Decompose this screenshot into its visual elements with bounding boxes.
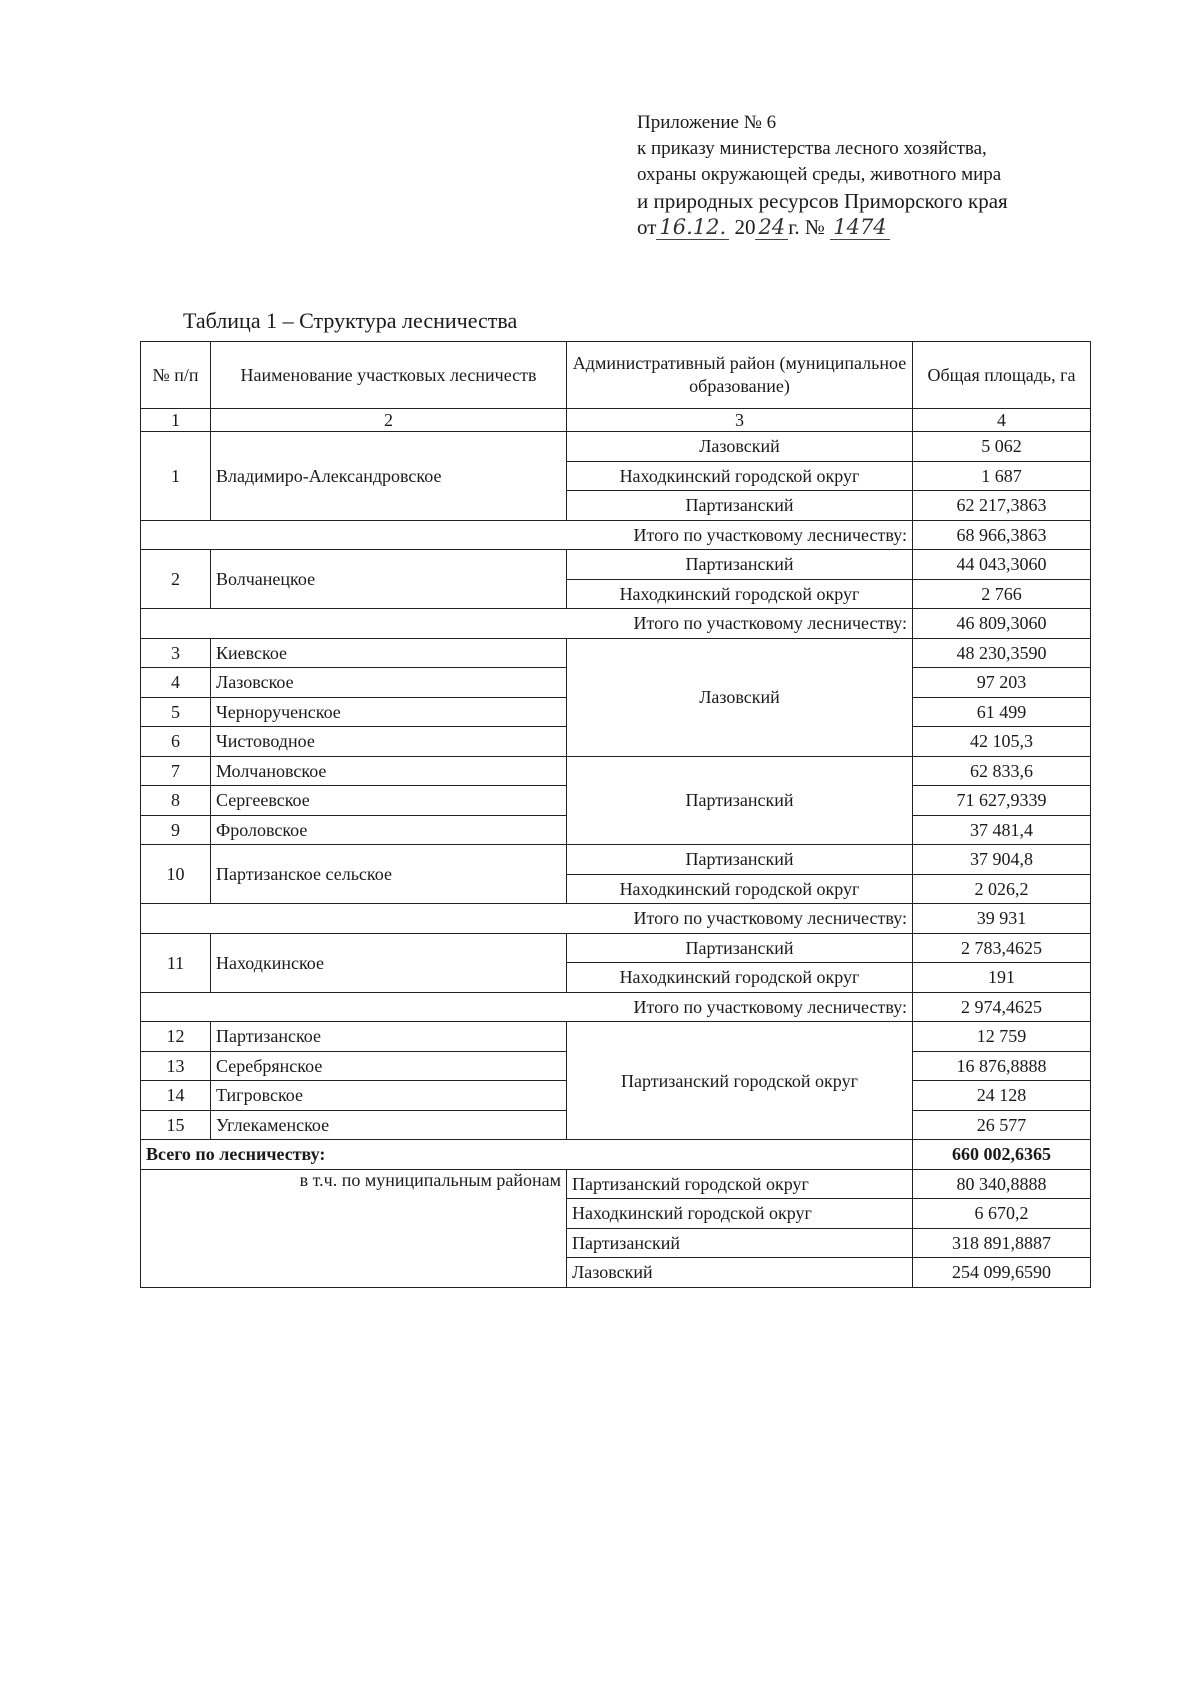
date-year-suffix: г. №: [788, 215, 825, 239]
forestry-name: Сергеевское: [211, 786, 567, 816]
forestry-name: Волчанецкое: [211, 550, 567, 609]
forestry-name: Чистоводное: [211, 727, 567, 757]
header-cell-name: Наименование участковых лесничеств: [211, 342, 567, 409]
subtotal-row: [141, 992, 1091, 1022]
subtotal-value: 39 931: [913, 904, 1091, 934]
district-cell: Партизанский: [567, 756, 913, 845]
forestry-name: Владимиро-Александровское: [211, 432, 567, 521]
appendix-line: охраны окружающей среды, животного мира: [637, 164, 1002, 185]
row-number: 13: [141, 1051, 211, 1081]
district-cell: Партизанский: [567, 550, 913, 580]
subtotal-value: 68 966,3863: [913, 520, 1091, 550]
table-row: [141, 1022, 1091, 1052]
area-cell: 191: [913, 963, 1091, 993]
row-number: 8: [141, 786, 211, 816]
appendix-line: и природных ресурсов Приморского края: [637, 189, 1008, 213]
district-cell: Партизанский: [567, 845, 913, 875]
row-number: 10: [141, 845, 211, 904]
area-cell: 26 577: [913, 1110, 1091, 1140]
forestry-name: Серебрянское: [211, 1051, 567, 1081]
row-number: 7: [141, 756, 211, 786]
area-cell: 12 759: [913, 1022, 1091, 1052]
breakdown-district: Партизанский: [567, 1228, 913, 1258]
area-cell: 37 481,4: [913, 815, 1091, 845]
total-value: 660 002,6365: [913, 1140, 1091, 1170]
district-cell: Партизанский: [567, 933, 913, 963]
subtotal-value: 2 974,4625: [913, 992, 1091, 1022]
district-cell: Лазовский: [567, 638, 913, 756]
forestry-structure-table: [140, 341, 1091, 1288]
area-cell: 2 766: [913, 579, 1091, 609]
area-cell: 61 499: [913, 697, 1091, 727]
area-cell: 16 876,8888: [913, 1051, 1091, 1081]
column-number: 1: [141, 409, 211, 432]
table-row: [141, 550, 1091, 580]
breakdown-area: 254 099,6590: [913, 1258, 1091, 1288]
row-number: 1: [141, 432, 211, 521]
area-cell: 42 105,3: [913, 727, 1091, 757]
table-header-row: [141, 342, 1091, 409]
appendix-line: к приказу министерства лесного хозяйства,: [637, 138, 987, 159]
district-cell: Партизанский: [567, 491, 913, 521]
table-row: [141, 845, 1091, 875]
forestry-name: Партизанское: [211, 1022, 567, 1052]
appendix-header: [637, 110, 1157, 240]
breakdown-district: Партизанский городской округ: [567, 1169, 913, 1199]
column-number: 4: [913, 409, 1091, 432]
row-number: 2: [141, 550, 211, 609]
area-cell: 24 128: [913, 1081, 1091, 1111]
district-cell: Находкинский городской округ: [567, 461, 913, 491]
row-number: 3: [141, 638, 211, 668]
district-cell: Находкинский городской округ: [567, 963, 913, 993]
row-number: 5: [141, 697, 211, 727]
area-cell: 2 783,4625: [913, 933, 1091, 963]
forestry-name: Находкинское: [211, 933, 567, 992]
column-number: 2: [211, 409, 567, 432]
subtotal-label: Итого по участковому лесничеству:: [141, 992, 913, 1022]
area-cell: 5 062: [913, 432, 1091, 462]
row-number: 9: [141, 815, 211, 845]
table-row: [141, 638, 1091, 668]
subtotal-value: 46 809,3060: [913, 609, 1091, 639]
subtotal-label: Итого по участковому лесничеству:: [141, 609, 913, 639]
area-cell: 44 043,3060: [913, 550, 1091, 580]
row-number: 6: [141, 727, 211, 757]
handwritten-year: 24: [755, 215, 788, 240]
subtotal-row: [141, 520, 1091, 550]
area-cell: 62 217,3863: [913, 491, 1091, 521]
handwritten-date: 16.12.: [656, 215, 729, 240]
row-number: 15: [141, 1110, 211, 1140]
forestry-name: Лазовское: [211, 668, 567, 698]
forestry-name: Чернорученское: [211, 697, 567, 727]
forestry-name: Фроловское: [211, 815, 567, 845]
subtotal-label: Итого по участковому лесничеству:: [141, 904, 913, 934]
header-cell-area: Общая площадь, га: [913, 342, 1091, 409]
district-cell: Находкинский городской округ: [567, 579, 913, 609]
subtotal-row: [141, 904, 1091, 934]
row-number: 12: [141, 1022, 211, 1052]
forestry-name: Тигровское: [211, 1081, 567, 1111]
table-row: [141, 432, 1091, 462]
column-number: 3: [567, 409, 913, 432]
area-cell: 71 627,9339: [913, 786, 1091, 816]
date-prefix: от: [637, 215, 657, 239]
header-cell-number: № п/п: [141, 342, 211, 409]
total-label: Всего по лесничеству:: [141, 1140, 913, 1170]
row-number: 11: [141, 933, 211, 992]
forestry-name: Углекаменское: [211, 1110, 567, 1140]
row-number: 4: [141, 668, 211, 698]
row-number: 14: [141, 1081, 211, 1111]
district-cell: Лазовский: [567, 432, 913, 462]
area-cell: 1 687: [913, 461, 1091, 491]
breakdown-district: Лазовский: [567, 1258, 913, 1288]
area-cell: 48 230,3590: [913, 638, 1091, 668]
subtotal-row: [141, 609, 1091, 639]
breakdown-area: 6 670,2: [913, 1199, 1091, 1229]
column-number-row: [141, 409, 1091, 432]
area-cell: 37 904,8: [913, 845, 1091, 875]
breakdown-area: 80 340,8888: [913, 1169, 1091, 1199]
header-cell-district: Административный район (муниципальное образование): [567, 342, 913, 409]
order-date-line: [637, 214, 1157, 240]
forestry-name: Партизанское сельское: [211, 845, 567, 904]
forestry-name: Молчановское: [211, 756, 567, 786]
breakdown-row: [141, 1169, 1091, 1199]
date-year-prefix: 20: [734, 215, 756, 239]
area-cell: 2 026,2: [913, 874, 1091, 904]
area-cell: 97 203: [913, 668, 1091, 698]
district-cell: Партизанский городской округ: [567, 1022, 913, 1140]
area-cell: 62 833,6: [913, 756, 1091, 786]
forestry-name: Киевское: [211, 638, 567, 668]
table-row: [141, 756, 1091, 786]
subtotal-label: Итого по участковому лесничеству:: [141, 520, 913, 550]
district-cell: Находкинский городской округ: [567, 874, 913, 904]
breakdown-label: в т.ч. по муниципальным районам: [141, 1169, 567, 1287]
total-row: [141, 1140, 1091, 1170]
table-caption: Таблица 1 – Структура лесничества: [183, 308, 518, 333]
breakdown-area: 318 891,8887: [913, 1228, 1091, 1258]
handwritten-order-number: 1474: [830, 215, 889, 240]
appendix-title: Приложение № 6: [637, 112, 777, 133]
breakdown-district: Находкинский городской округ: [567, 1199, 913, 1229]
table-row: [141, 933, 1091, 963]
